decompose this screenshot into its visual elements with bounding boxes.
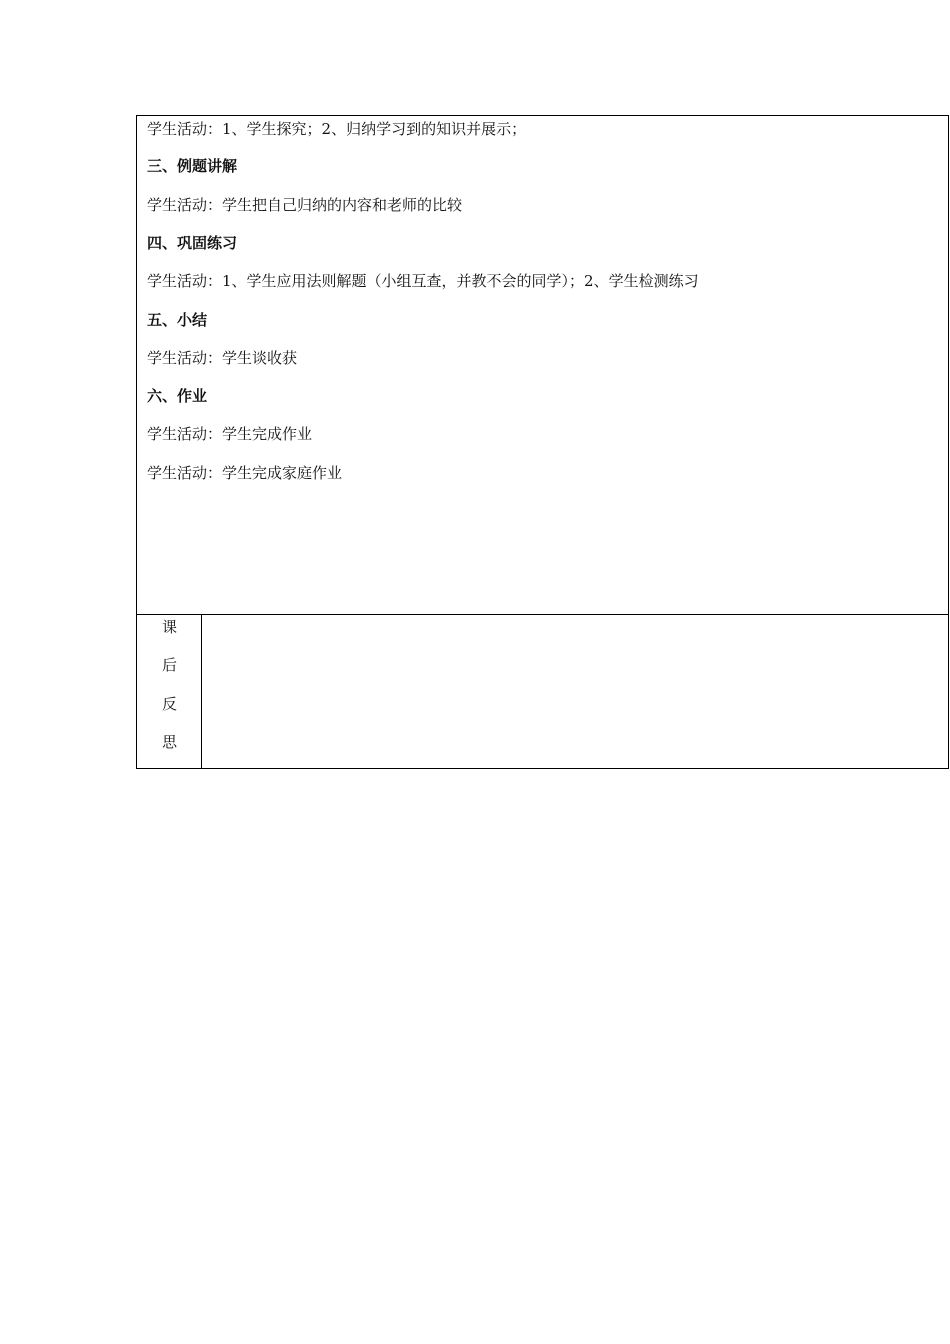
student-activity-line: 学生活动：学生完成家庭作业 [147,464,343,482]
section-heading-consolidation-practice: 四、巩固练习 [147,234,238,252]
student-activity-line: 学生活动：学生完成作业 [147,425,313,443]
student-activity-line: 学生活动：1、学生应用法则解题（小组互查，并教不会的同学）；2、学生检测练习 [147,272,699,290]
section-heading-summary: 五、小结 [147,311,208,329]
student-activity-line: 学生活动：学生把自己归纳的内容和老师的比较 [147,196,463,214]
reflection-label-char: 课 [161,618,177,636]
student-activity-line: 学生活动：学生谈收获 [147,349,298,367]
student-activity-line: 学生活动：1、学生探究；2、归纳学习到的知识并展示； [147,120,527,138]
post-class-reflection-row [137,615,948,768]
section-heading-example-explanation: 三、例题讲解 [147,157,238,175]
lesson-plan-table [136,115,949,769]
reflection-content-cell [202,615,948,768]
reflection-label-cell [137,615,202,768]
reflection-label-char: 反 [161,695,177,713]
reflection-label-char: 后 [161,656,177,674]
teaching-process-cell [137,116,948,615]
section-heading-homework: 六、作业 [147,387,208,405]
reflection-label-char: 思 [161,733,177,751]
